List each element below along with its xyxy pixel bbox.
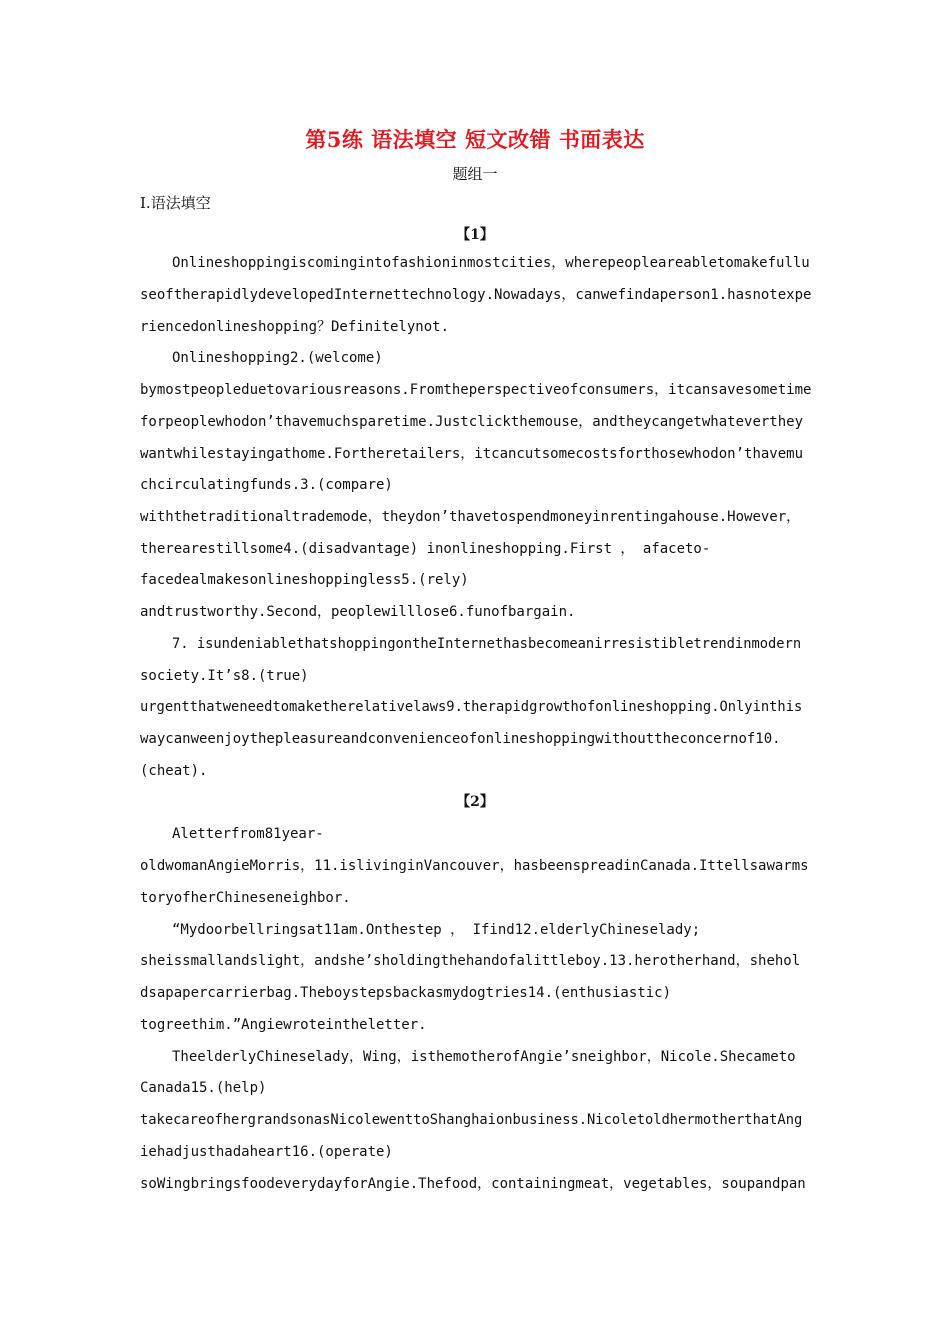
text-line: Canada15.(help) bbox=[140, 1080, 267, 1096]
text-line: urgentthatweneedtomaketherelativelaws9.therapidgrowthofonlineshopping.Onlyinthis bbox=[140, 699, 803, 715]
text-line: waycanweenjoythepleasureandconvenienceofonlineshoppingwithouttheconcernof10. bbox=[140, 731, 781, 747]
passage-1-label: 【1】 bbox=[456, 227, 494, 243]
text-line: therearestillsome4.(disadvantage) inonlineshopping.First ， afaceto- bbox=[140, 541, 711, 557]
text-line: togreethim.”Angiewroteintheletter. bbox=[140, 1017, 427, 1033]
text-line: withthetraditionaltrademode，theydon’thavetospendmoneyinrentingahouse.However， bbox=[140, 509, 801, 525]
text-line: wantwhilestayingathome.Fortheretailers，itcancutsomecostsforthosewhodon’thavemu bbox=[140, 446, 804, 462]
text-line: Onlineshoppingiscomingintofashioninmostcities，wherepeopleareabletomakefullu bbox=[172, 255, 810, 271]
text-line: TheelderlyChineselady，Wing，isthemotherofAngie’sneighbor，Nicole.Shecameto bbox=[172, 1049, 796, 1065]
text-line: society.It’s8.(true) bbox=[140, 668, 309, 684]
text-line: riencedonlineshopping？Definitelynot. bbox=[140, 319, 450, 335]
page-title: 第5练 语法填空 短文改错 书面表达 bbox=[305, 127, 645, 152]
text-line: seoftherapidlydevelopedInternettechnology.Nowadays，canwefindaperson1.hasnotexpe bbox=[140, 287, 812, 303]
text-line: iehadjusthadaheart16.(operate) bbox=[140, 1144, 393, 1160]
text-line: 7. isundeniablethatshoppingontheInternethasbecomeanirresistibletrendinmodern bbox=[172, 636, 802, 652]
text-line: andtrustworthy.Second，peoplewilllose6.funofbargain. bbox=[140, 604, 576, 620]
text-line: bymostpeopleduetovariousreasons.Fromtheperspectiveofconsumers，itcansavesometime bbox=[140, 382, 812, 398]
text-line: Aletterfrom81year- bbox=[172, 826, 324, 842]
text-line: Onlineshopping2.(welcome) bbox=[172, 350, 383, 366]
text-line: dsapapercarrierbag.Theboystepsbackasmydogtries14.(enthusiastic) bbox=[140, 985, 672, 1001]
text-line: “Mydoorbellringsat11am.Onthestep ， Ifind12.elderlyChineselady; bbox=[172, 922, 701, 938]
text-line: chcirculatingfunds.3.(compare) bbox=[140, 477, 393, 493]
passage-2-label: 【2】 bbox=[456, 794, 494, 810]
text-line: takecareofhergrandsonasNicolewenttoShanghaionbusiness.NicoletoldhermotherthatAng bbox=[140, 1112, 803, 1128]
text-line: forpeoplewhodon’thavemuchsparetime.Justclickthemouse，andtheycangetwhateverthey bbox=[140, 414, 804, 430]
text-line: sheissmallandslight，andshe’sholdingthehandofalittleboy.13.herotherhand，shehol bbox=[140, 953, 801, 969]
text-line: (cheat). bbox=[140, 763, 208, 779]
section-heading: Ⅰ.语法填空 bbox=[140, 194, 211, 212]
text-line: oldwomanAngieMorris，11.islivinginVancouver，hasbeenspreadinCanada.Ittellsawarms bbox=[140, 858, 809, 874]
text-line: soWingbringsfoodeverydayforAngie.Thefood，containingmeat，vegetables，soupandpan bbox=[140, 1176, 806, 1192]
page-subtitle: 题组一 bbox=[452, 165, 498, 183]
text-line: toryofherChineseneighbor. bbox=[140, 890, 351, 906]
text-line: facedealmakesonlineshoppingless5.(rely) bbox=[140, 572, 469, 588]
